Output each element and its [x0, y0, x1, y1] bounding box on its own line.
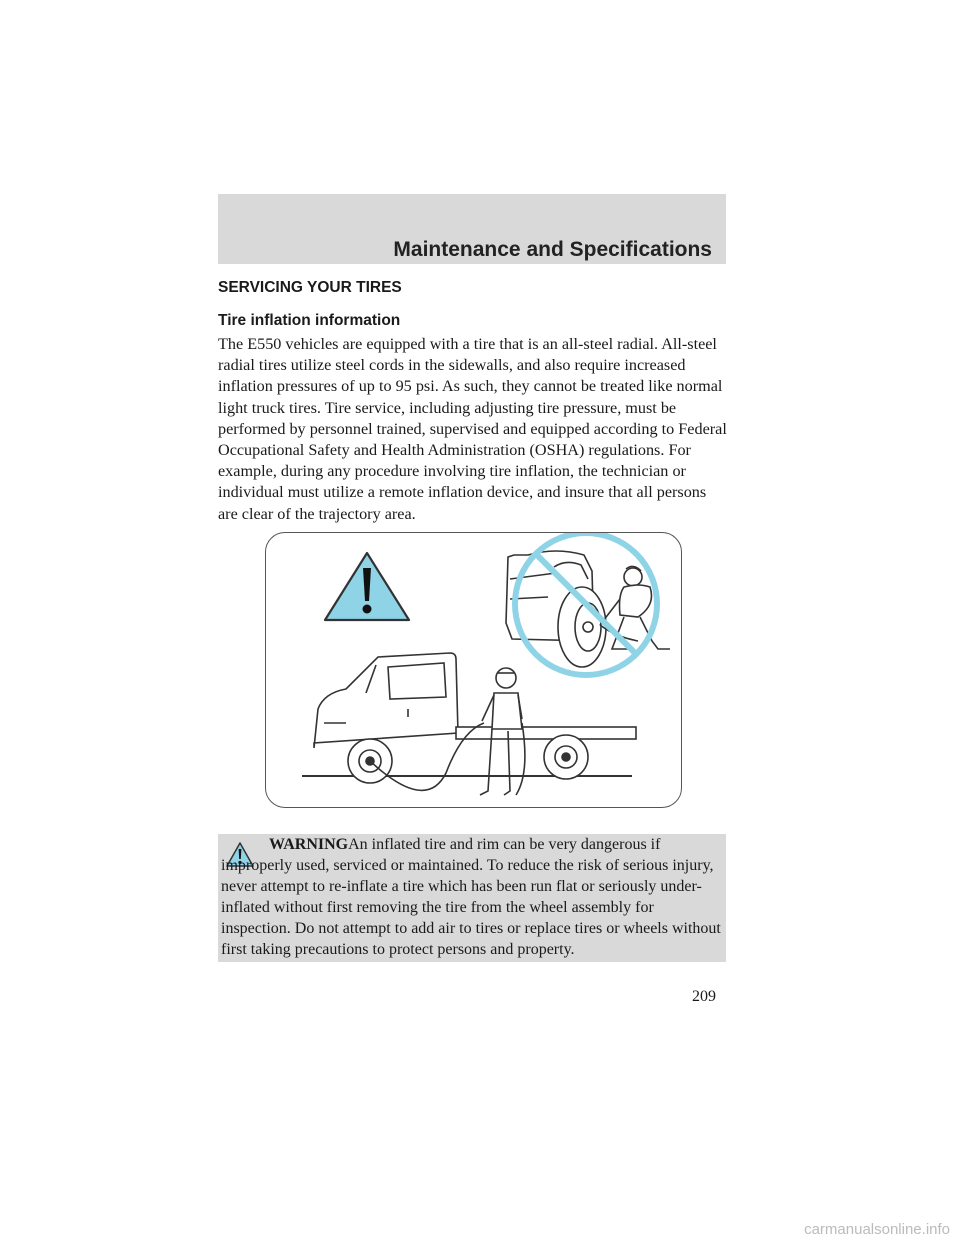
- section-title: Maintenance and Specifications: [393, 238, 712, 261]
- section-heading: SERVICING YOUR TIRES: [218, 279, 402, 296]
- tire-inflation-illustration: [265, 532, 682, 808]
- page-number: 209: [692, 988, 716, 1005]
- warning-triangle-icon: [325, 553, 409, 620]
- warning-label: WARNING: [269, 836, 349, 853]
- warning-body: An inflated tire and rim can be very dangerous if improperly used, serviced or maintained. To reduce the risk of serious injury, never attempt to re-inflate a tire which has been run flat or seriously under-inflated without first removing the tire from the wheel assembly for inspection. Do not attempt to add air to tires or replace tires or wheels without first taking precautions to protect persons and property.: [221, 836, 721, 958]
- header-band: [218, 194, 726, 264]
- warning-box: [218, 834, 726, 962]
- subsection-heading: Tire inflation information: [218, 312, 401, 329]
- warning-text: [221, 834, 721, 960]
- footer-watermark: carmanualsonline.info: [804, 1221, 950, 1238]
- body-paragraph: The E550 vehicles are equipped with a tire that is an all-steel radial. All-steel radial tires utilize steel cords in the sidewalls, and also require increased inflation pressures of up to 95 psi. As such, they cannot be treated like normal light truck tires. Tire service, including adjusting tire pressure, must be performed by personnel trained, supervised and equipped according to Federal Occupational Safety and Health Administration (OSHA) regulations. For example, during any procedure involving tire inflation, the technician or individual must utilize a remote inflation device, and insure that all persons are clear of the trajectory area.: [218, 335, 727, 523]
